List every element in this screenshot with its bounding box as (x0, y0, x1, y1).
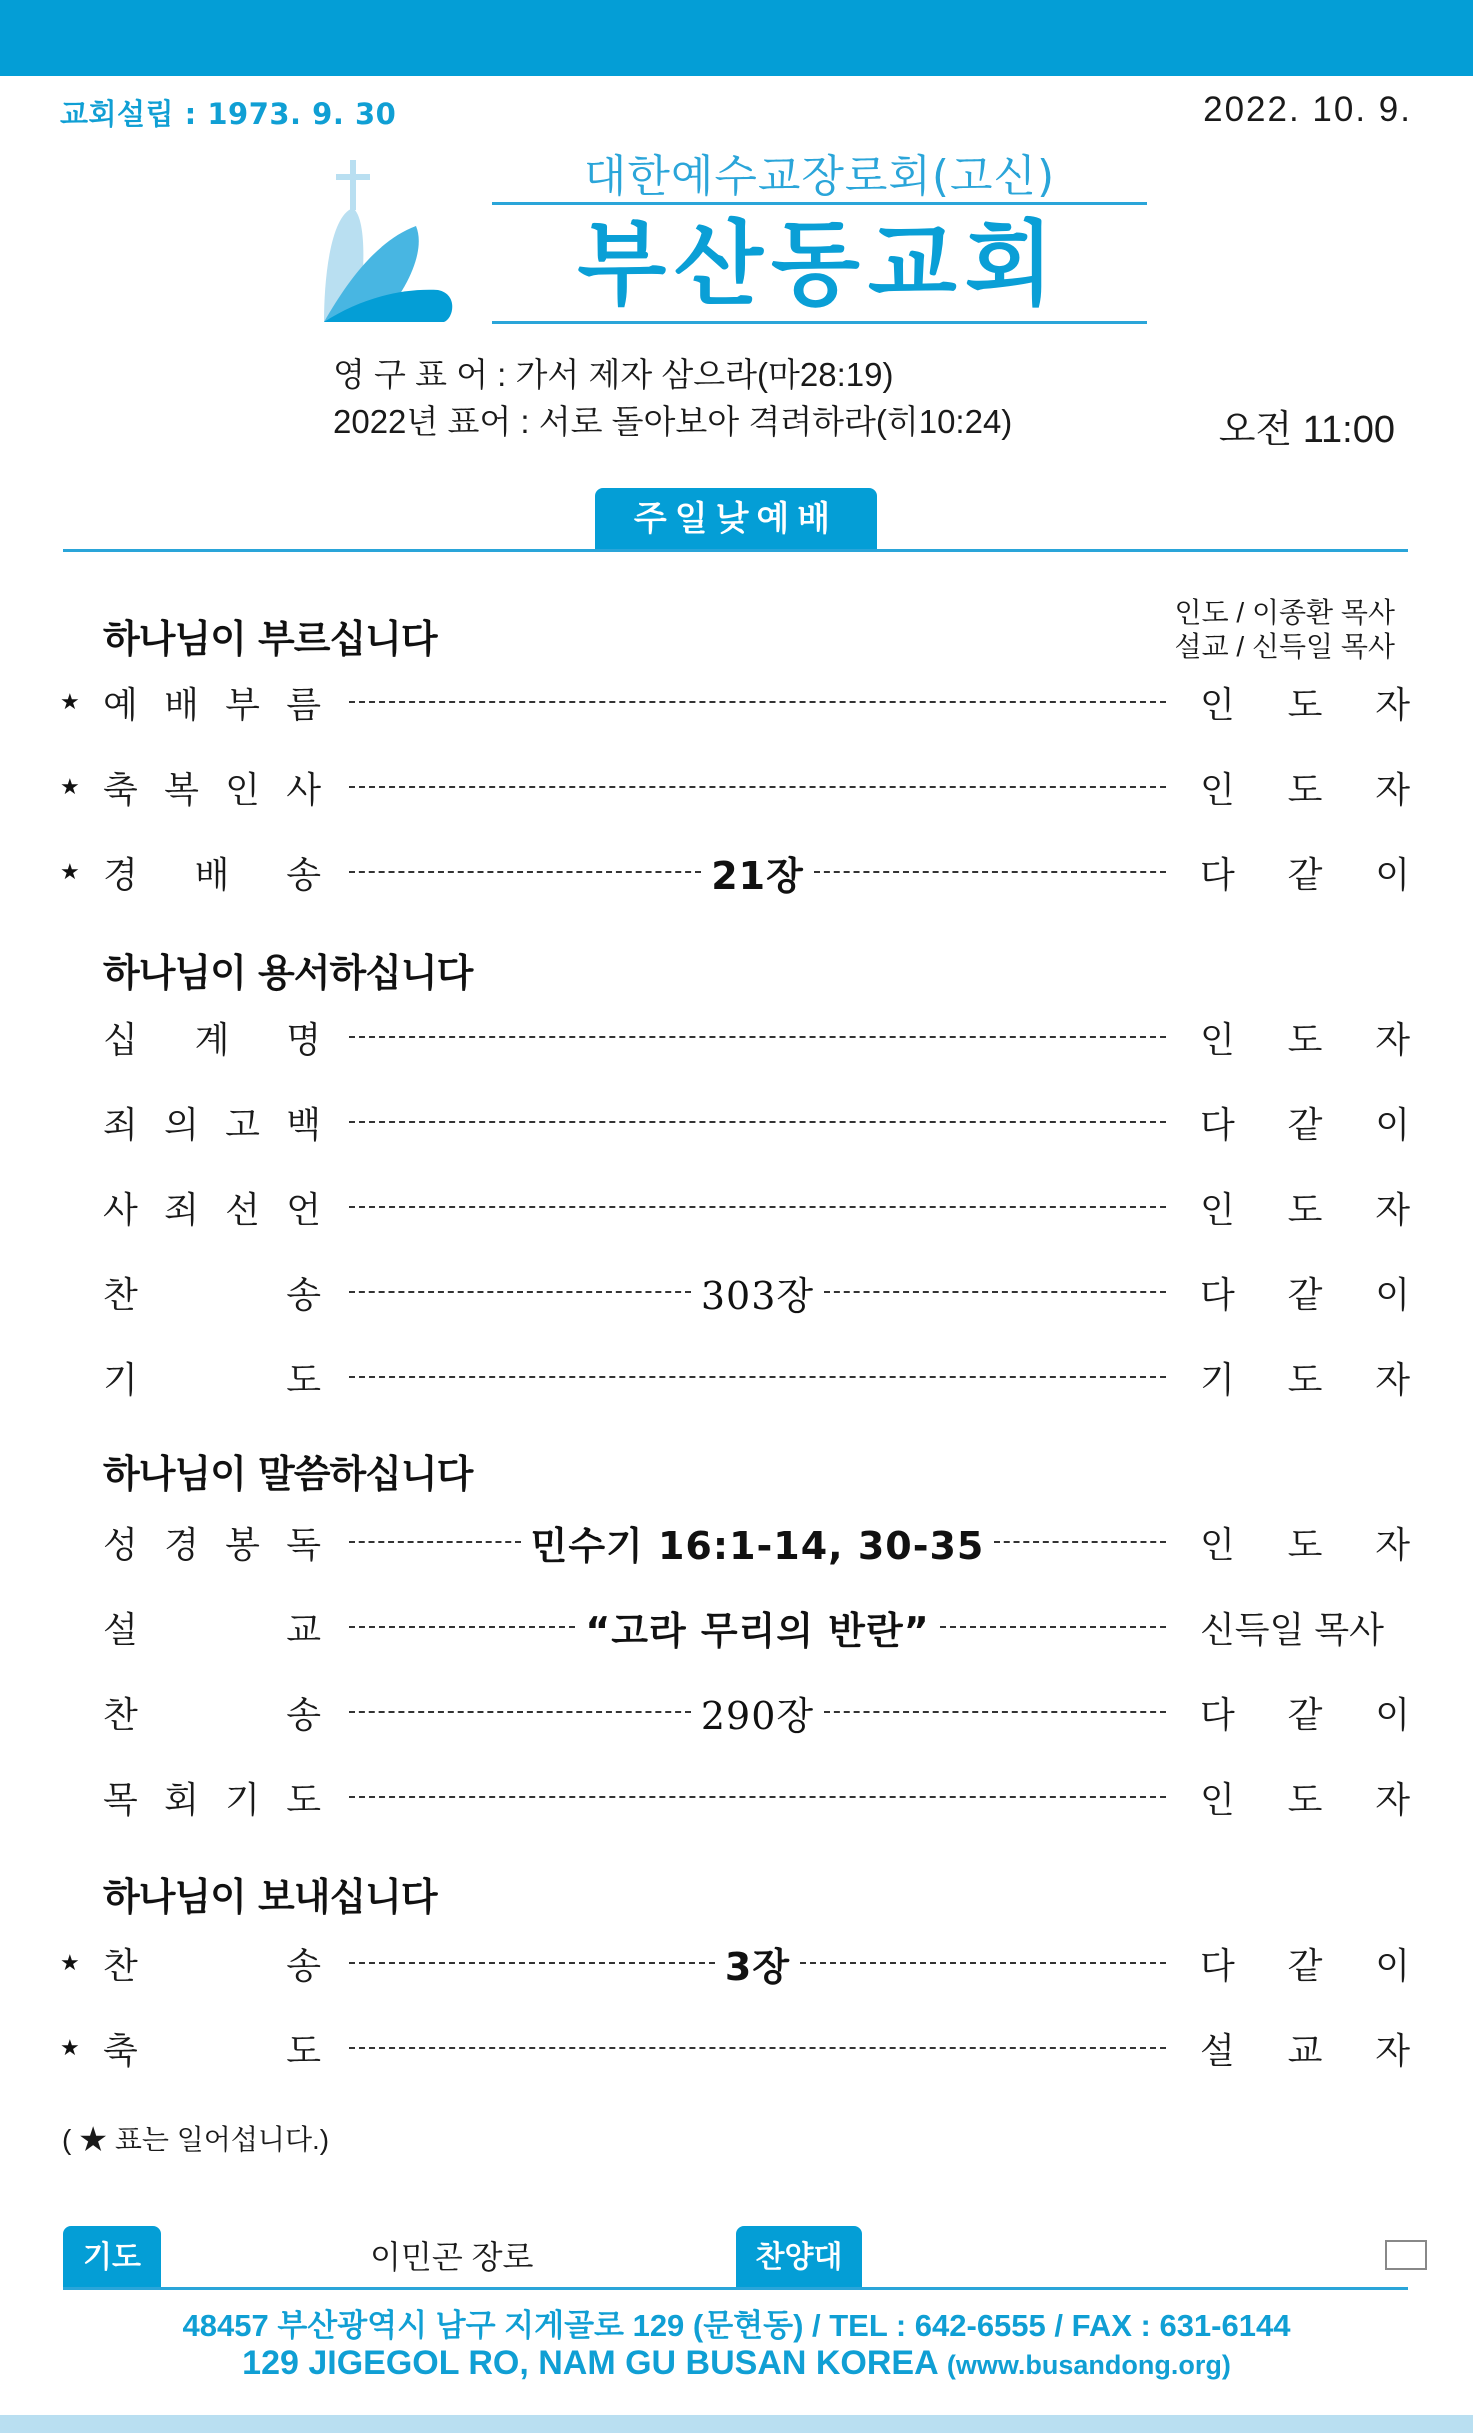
service-leaders (1175, 596, 1395, 664)
permanent-motto-text: 가서 제자 삼으라(마28:19) (515, 356, 894, 393)
standing-star-icon: ★ (60, 859, 80, 884)
dash-line (349, 1711, 691, 1713)
item-performer-char: 같 (1287, 1103, 1323, 1145)
dash-line (349, 1796, 1166, 1798)
order-item (60, 1097, 1410, 1147)
bottom-band (0, 2415, 1473, 2433)
item-performer-char: 인 (1200, 683, 1235, 725)
leader-dots (349, 1687, 1166, 1737)
standing-star-icon: ★ (60, 2035, 80, 2060)
item-performer (1200, 1352, 1410, 1403)
item-name-char: 경 (103, 853, 138, 895)
item-performer (1200, 2023, 1410, 2074)
item-name-char: 독 (286, 1523, 321, 1565)
item-performer (1200, 1772, 1410, 1823)
order-item (60, 1602, 1410, 1652)
item-detail: 290장 (700, 1693, 815, 1738)
item-name-char: 사 (286, 768, 321, 810)
item-name-char: 축 (103, 768, 138, 810)
item-name-char: 백 (286, 1103, 321, 1145)
order-item (60, 1938, 1410, 1988)
title-divider-bottom (492, 321, 1147, 324)
section-heading: 하나님이 보내십니다 (103, 1875, 437, 1919)
leader-dots (349, 1517, 1166, 1567)
choir-box (1385, 2240, 1427, 2270)
year-motto-label: 2022년 표어 : (333, 403, 539, 440)
dash-line (940, 1626, 1166, 1628)
item-performer-char: 같 (1287, 1944, 1323, 1986)
item-name-char: 복 (164, 768, 199, 810)
section-heading: 하나님이 말씀하십니다 (103, 1452, 473, 1496)
item-name-char: 송 (286, 853, 321, 895)
item-name-char: 찬 (103, 1693, 138, 1735)
item-name-char: 언 (286, 1188, 321, 1230)
order-item (60, 1517, 1410, 1567)
leader-dots (349, 1938, 1166, 1988)
item-performer-char: 도 (1287, 683, 1323, 725)
item-performer-char: 설 (1200, 2029, 1235, 2071)
item-name-char: 배 (164, 683, 199, 725)
order-item (60, 847, 1410, 897)
item-performer-char: 교 (1287, 2029, 1323, 2071)
item-performer (1200, 1012, 1410, 1063)
item-performer-char: 이 (1375, 1944, 1410, 1986)
item-name-char: 송 (286, 1273, 321, 1315)
service-time: 오전 11:00 (1218, 409, 1395, 451)
item-performer-char: 인 (1200, 768, 1235, 810)
item-performer-char: 도 (1287, 1778, 1323, 1820)
item-name-char: 기 (225, 1778, 260, 1820)
item-performer (1200, 1687, 1410, 1738)
item-performer-char: 이 (1375, 1693, 1410, 1735)
order-item (60, 1772, 1410, 1822)
item-detail: 303장 (700, 1273, 815, 1318)
leader-dots (349, 677, 1166, 727)
item-performer (1200, 762, 1410, 813)
dash-line (349, 1962, 715, 1964)
item-performer-char: 인 (1200, 1778, 1235, 1820)
item-performer-char: 자 (1375, 1358, 1410, 1400)
item-name (103, 1097, 321, 1148)
item-performer-char: 도 (1287, 768, 1323, 810)
order-item (60, 1687, 1410, 1737)
year-motto (333, 396, 1012, 443)
item-performer-char: 이 (1375, 1273, 1410, 1315)
item-performer-char: 이 (1375, 1103, 1410, 1145)
item-performer-char: 다 (1200, 853, 1235, 895)
address-korean: 48457 부산광역시 남구 지게골로 129 (문현동) / TEL : 642-6555 / FAX : 631-6144 (182, 2308, 1291, 2343)
item-performer-char: 같 (1287, 853, 1323, 895)
permanent-motto (333, 349, 893, 396)
leader-dots (349, 1182, 1166, 1232)
dash-line (349, 1121, 1166, 1123)
item-name (103, 1267, 321, 1318)
item-performer-char: 이 (1375, 853, 1410, 895)
order-item (60, 677, 1410, 727)
website-link[interactable]: (www.busandong.org) (946, 2350, 1231, 2380)
item-performer-char: 다 (1200, 1944, 1235, 1986)
leader-line: 인도 / 이종환 목사 (1174, 597, 1395, 628)
item-name (103, 1602, 321, 1653)
item-name (103, 1352, 321, 1403)
item-name-char: 찬 (103, 1944, 138, 1986)
address-english (0, 2344, 1473, 2383)
dash-line (349, 1626, 575, 1628)
item-name-char: 십 (103, 1018, 138, 1060)
church-logo-icon (318, 160, 460, 326)
item-name (103, 1687, 321, 1738)
item-name-char: 죄 (103, 1103, 138, 1145)
service-title-tab: 주일낮예배 (595, 488, 877, 551)
item-name-char: 고 (225, 1103, 260, 1145)
founded-date: 교회설립 : 1973. 9. 30 (60, 97, 397, 131)
item-name (103, 1012, 321, 1063)
dash-line (349, 1206, 1166, 1208)
item-performer-char: 같 (1287, 1273, 1323, 1315)
item-name-char: 도 (286, 2029, 321, 2071)
item-detail: “고라 무리의 반란” (585, 1608, 930, 1653)
item-name-char: 찬 (103, 1273, 138, 1315)
address-english-text: 129 JIGEGOL RO, NAM GU BUSAN KOREA (242, 2344, 947, 2382)
item-name (103, 677, 321, 728)
item-performer-char: 도 (1287, 1188, 1323, 1230)
item-name-char: 성 (103, 1523, 138, 1565)
item-name-char: 봉 (225, 1523, 260, 1565)
prayer-tab: 기도 (63, 2226, 161, 2289)
item-performer-char: 기 (1200, 1358, 1235, 1400)
leader-dots (349, 1267, 1166, 1317)
leader-dots (349, 2023, 1166, 2073)
item-performer-char: 자 (1375, 1018, 1410, 1060)
item-performer-char: 같 (1287, 1693, 1323, 1735)
order-item (60, 1267, 1410, 1317)
item-name-char: 의 (164, 1103, 199, 1145)
item-performer (1200, 1182, 1410, 1233)
item-performer (1200, 1267, 1410, 1318)
preacher-line: 설교 / 신득일 목사 (1174, 631, 1395, 662)
leader-dots (349, 762, 1166, 812)
standing-note: ( ★ 표는 일어섭니다.) (62, 2124, 330, 2155)
item-name-char: 경 (164, 1523, 199, 1565)
standing-star-icon: ★ (60, 774, 80, 799)
dash-line (349, 1541, 521, 1543)
item-performer-char: 자 (1375, 683, 1410, 725)
item-name-char: 기 (103, 1358, 138, 1400)
leader-dots (349, 847, 1166, 897)
item-name-char: 선 (225, 1188, 260, 1230)
item-name-char: 인 (225, 768, 260, 810)
bulletin-date: 2022. 10. 9. (1203, 90, 1412, 129)
dash-line (349, 871, 701, 873)
item-name (103, 1517, 321, 1568)
item-performer-char: 다 (1200, 1103, 1235, 1145)
item-performer (1200, 1938, 1410, 1989)
item-name-char: 배 (194, 853, 230, 895)
item-performer-char: 자 (1375, 768, 1410, 810)
order-item (60, 1182, 1410, 1232)
dash-line (824, 1711, 1166, 1713)
item-name-char: 름 (286, 683, 321, 725)
item-name-char: 축 (103, 2029, 138, 2071)
item-name (103, 2023, 321, 2074)
standing-star-icon: ★ (60, 689, 80, 714)
item-name (103, 1182, 321, 1233)
dash-line (994, 1541, 1166, 1543)
item-name (103, 847, 321, 898)
item-name-char: 예 (103, 683, 138, 725)
order-item (60, 762, 1410, 812)
item-name-char: 회 (164, 1778, 199, 1820)
choir-tab: 찬양대 (736, 2226, 862, 2289)
item-name-char: 사 (103, 1188, 138, 1230)
dash-line (814, 871, 1166, 873)
item-performer-char: 도 (1287, 1018, 1323, 1060)
leader-dots (349, 1012, 1166, 1062)
dash-line (349, 1036, 1166, 1038)
item-performer-char: 도 (1287, 1358, 1323, 1400)
item-performer (1200, 677, 1410, 728)
item-performer-char: 자 (1375, 2029, 1410, 2071)
item-name-char: 명 (286, 1018, 321, 1060)
dash-line (349, 2047, 1166, 2049)
prayer-leader: 이민곤 장로 (370, 2239, 534, 2275)
item-performer-char: 자 (1375, 1188, 1410, 1230)
dash-line (349, 786, 1166, 788)
item-name-char: 부 (225, 683, 260, 725)
item-performer-char: 다 (1200, 1273, 1235, 1315)
section-heading: 하나님이 용서하십니다 (103, 951, 473, 995)
footer-divider (63, 2287, 1408, 2290)
item-name-char: 송 (286, 1693, 321, 1735)
item-name (103, 762, 321, 813)
item-detail: 3장 (724, 1944, 791, 1989)
item-performer-char: 자 (1375, 1523, 1410, 1565)
item-name-char: 목 (103, 1778, 138, 1820)
leader-dots (349, 1772, 1166, 1822)
year-motto-text: 서로 돌아보아 격려하라(히10:24) (538, 403, 1013, 440)
dash-line (800, 1962, 1166, 1964)
item-name-char: 도 (286, 1778, 321, 1820)
item-performer-char: 도 (1287, 1523, 1323, 1565)
leader-dots (349, 1352, 1166, 1402)
item-name-char: 설 (103, 1608, 138, 1650)
permanent-motto-label: 영 구 표 어 : (333, 356, 516, 393)
item-detail: 21장 (711, 853, 804, 898)
dash-line (349, 701, 1166, 703)
order-item (60, 1352, 1410, 1402)
item-performer-char: 신득일 목사 (1200, 1608, 1384, 1650)
item-name-char: 송 (286, 1944, 321, 1986)
denomination: 대한예수교장로회(고신) (583, 151, 1056, 202)
item-name-char: 죄 (164, 1188, 199, 1230)
item-performer-char: 인 (1200, 1188, 1235, 1230)
item-name (103, 1938, 321, 1989)
church-name: 부산동교회 (577, 211, 1062, 318)
leader-dots (349, 1097, 1166, 1147)
dash-line (349, 1376, 1166, 1378)
item-performer (1200, 847, 1410, 898)
item-name-char: 도 (286, 1358, 321, 1400)
item-name (103, 1772, 321, 1823)
item-performer-char: 자 (1375, 1778, 1410, 1820)
standing-star-icon: ★ (60, 1950, 80, 1975)
item-name-char: 교 (286, 1608, 321, 1650)
item-performer (1200, 1517, 1410, 1568)
dash-line (824, 1291, 1166, 1293)
order-item (60, 2023, 1410, 2073)
item-performer-char: 다 (1200, 1693, 1235, 1735)
item-name-char: 계 (194, 1018, 230, 1060)
dash-line (349, 1291, 691, 1293)
top-banner (0, 0, 1473, 76)
service-divider (63, 549, 1408, 552)
section-heading: 하나님이 부르십니다 (103, 617, 437, 661)
title-divider-top (492, 202, 1147, 205)
item-performer (1200, 1602, 1410, 1653)
order-item (60, 1012, 1410, 1062)
item-performer-char: 인 (1200, 1523, 1235, 1565)
item-performer-char: 인 (1200, 1018, 1235, 1060)
leader-dots (349, 1602, 1166, 1652)
item-performer (1200, 1097, 1410, 1148)
item-detail: 민수기 16:1-14, 30-35 (530, 1523, 985, 1568)
